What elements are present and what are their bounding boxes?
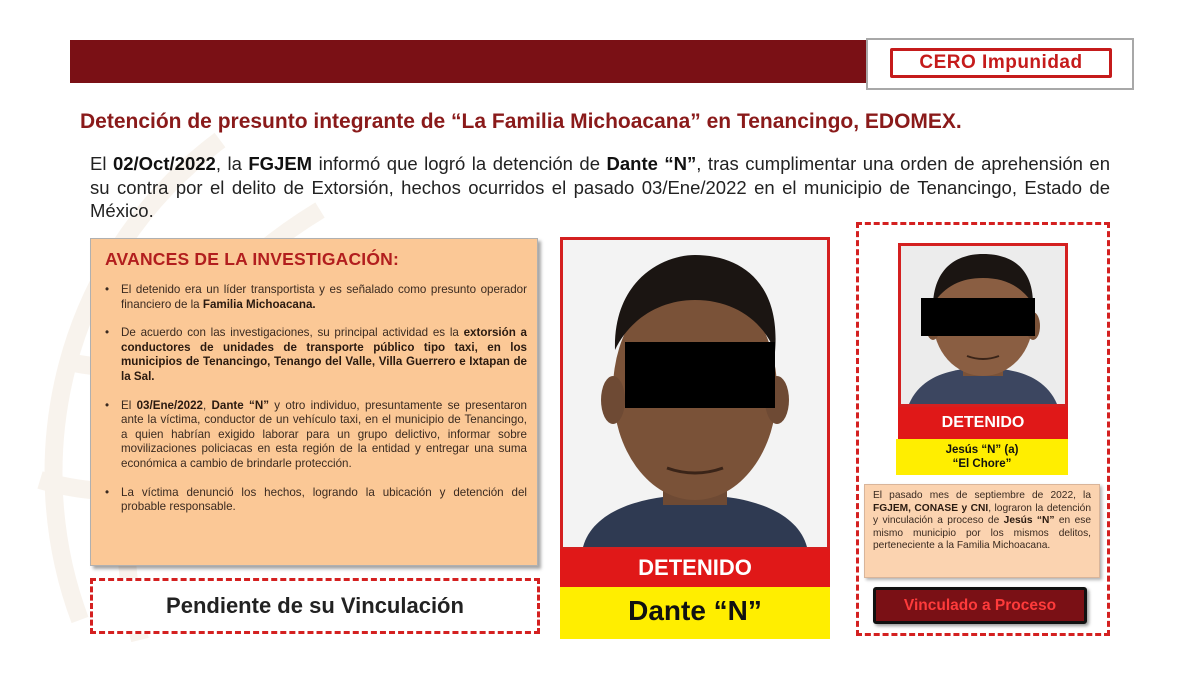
investigation-list — [103, 283, 527, 529]
secondary-name: Jesús “N” (a) — [945, 444, 1019, 456]
panel-title: AVANCES DE LA INVESTIGACIÓN: — [105, 249, 400, 269]
secondary-name-label — [896, 439, 1068, 475]
cero-impunidad-stamp: CERO Impunidad — [890, 48, 1112, 78]
header-bar — [70, 40, 870, 83]
headline: Detención de presunto integrante de “La Familia Michoacana” en Tenancingo, EDOMEX. — [80, 110, 962, 133]
list-item: • De acuerdo con las investigaciones, su principal actividad es la extorsión a conductores de unidades de transporte público tipo taxi, en los municipios de Tenancingo, Tenango del Valle, Villa Guerrero e Ixtapan de la Sal. — [103, 326, 527, 384]
logo-box — [866, 38, 1134, 90]
secondary-status-label: DETENIDO — [898, 407, 1068, 439]
linked-to-process-badge: Vinculado a Proceso — [873, 587, 1087, 624]
detainee-name-label: Dante “N” — [560, 587, 830, 639]
detainee-photo-main — [560, 237, 830, 550]
lead-name: Dante “N” — [606, 153, 697, 174]
detainee-status-label: DETENIDO — [560, 549, 830, 587]
detainee-photo-secondary — [898, 243, 1068, 407]
list-item: • El detenido era un líder transportista y es señalado como presunto operador financiero de la Familia Michoacana. — [103, 283, 527, 312]
pending-status-box: Pendiente de su Vinculación — [90, 578, 540, 634]
censor-bar — [921, 298, 1035, 336]
lead-paragraph: El 02/Oct/2022, la FGJEM informó que logró la detención de Dante “N”, tras cumplimentar una orden de aprehensión en su contra por el delito de Extorsión, hechos ocurridos el pasado 03/Ene/2022 en el municipio de Tenancingo, Estado de México. — [90, 153, 1110, 221]
list-item: • La víctima denunció los hechos, logrando la ubicación y detención del probable responsable. — [103, 486, 527, 515]
lead-date: 02/Oct/2022 — [112, 153, 216, 174]
censor-bar — [625, 342, 775, 408]
list-item: • El 03/Ene/2022, Dante “N” y otro individuo, presuntamente se presentaron ante la víctima, conductor de un vehículo taxi, en el municipio de Tenancingo, a quien habrían exigido laborar para un grupo delictivo, informar sobre movilizaciones policiacas en esta región de la entidad y entregar una suma económica a cambio de brindarle protección. — [103, 399, 527, 472]
secondary-alias: “El Chore” — [952, 458, 1012, 470]
related-case-note: El pasado mes de septiembre de 2022, la FGJEM, CONASE y CNI, lograron la detención y vinculación a proceso de Jesús “N” en ese mismo municipio por los mismos delitos, perteneciente a la Familia Michoacana. — [864, 484, 1100, 578]
investigation-panel — [90, 238, 538, 566]
lead-agency: FGJEM — [248, 153, 313, 174]
